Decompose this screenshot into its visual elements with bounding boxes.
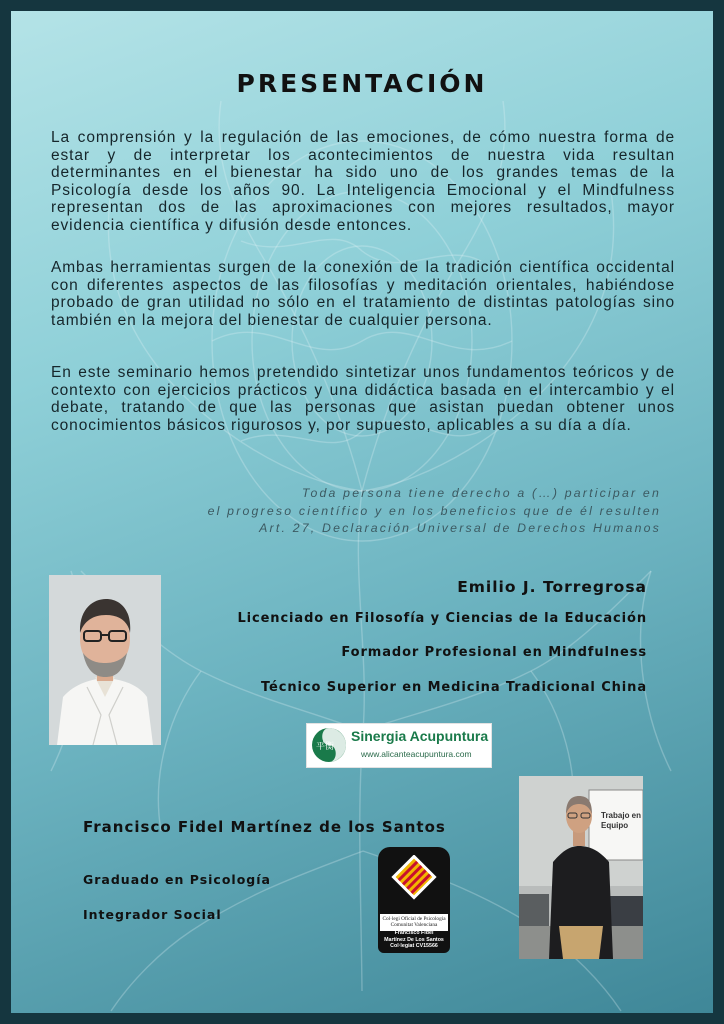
intro-paragraph-1: La comprensión y la regulación de las emociones, de cómo nuestra forma de estar y de interpretar los acontecimientos de nuestra vida resultan determinantes en el bienestar ha sido uno de los grandes temas de la Psicología desde los años 90. La Inteligencia Emocional y el Mindfulness representan dos de las aproximaciones con mejores resultados, mayor evidencia científica y difusión desde entonces. — [51, 129, 675, 234]
sinergia-acupuntura-logo — [306, 723, 492, 768]
slide-line: Equipo — [601, 821, 629, 830]
quote-line: Toda persona tiene derecho a (…) participar en — [301, 486, 661, 500]
logo-url: www.alicanteacupuntura.com — [361, 749, 472, 759]
logo-name: Sinergia Acupuntura — [351, 728, 489, 744]
speaker1-photo — [49, 575, 161, 745]
badge-holder-line: Francisco Fidel — [394, 930, 434, 936]
badge-holder — [378, 930, 450, 950]
speaker1-credential: Técnico Superior en Medicina Tradicional China — [260, 680, 647, 695]
badge-org-line: Comunitat Valenciana — [390, 922, 438, 929]
quote-block — [208, 485, 661, 538]
slide-line: Trabajo en — [601, 811, 642, 820]
flyer-page — [11, 11, 713, 1013]
speaker1-credential: Formador Profesional en Mindfulness — [341, 645, 647, 660]
quote-line: el progreso científico y en los beneficios que de él resulten — [207, 503, 661, 518]
speaker2-credential: Integrador Social — [83, 907, 222, 922]
speaker1-credential: Licenciado en Filosofía y Ciencias de la Educación — [237, 611, 647, 626]
badge-holder-line: Martínez De Los Santos — [384, 936, 444, 943]
speaker1-name: Emilio J. Torregrosa — [457, 578, 647, 596]
badge-org-line: Col·legi Oficial de Psicologia — [382, 916, 446, 922]
logo-glyphs: 平衡 — [316, 742, 335, 752]
intro-paragraph-2: Ambas herramientas surgen de la conexión de la tradición científica occidental con diferentes aspectos de las filosofías y meditación orientales, habiéndose probado de gran utilidad no sólo en el tratamiento de distintas patologías sino también en la mejora del bienestar de cualquier persona. — [51, 259, 675, 329]
intro-paragraph-3: En este seminario hemos pretendido sintetizar unos fundamentos teóricos y de contexto con ejercicios prácticos y una didáctica basada en el intercambio y el debate, tratando de que las personas que asistan puedan obtener unos conocimientos básicos rigurosos y, por supuesto, aplicables a su día a día. — [51, 364, 675, 434]
quote-source: Art. 27, Declaración Universal de Derechos Humanos — [259, 521, 661, 535]
college-shield-icon — [390, 855, 438, 907]
speaker2-credential: Graduado en Psicología — [83, 872, 271, 887]
speaker2-name: Francisco Fidel Martínez de los Santos — [83, 818, 446, 836]
sinergia-emblem-icon — [310, 726, 350, 764]
page-title: PRESENTACIÓN — [236, 69, 488, 98]
speaker2-photo — [519, 776, 643, 959]
badge-org — [380, 914, 448, 931]
psychology-college-badge — [378, 847, 450, 953]
badge-license: Col·legiat CV15566 — [390, 943, 438, 949]
slide-title — [601, 811, 641, 831]
